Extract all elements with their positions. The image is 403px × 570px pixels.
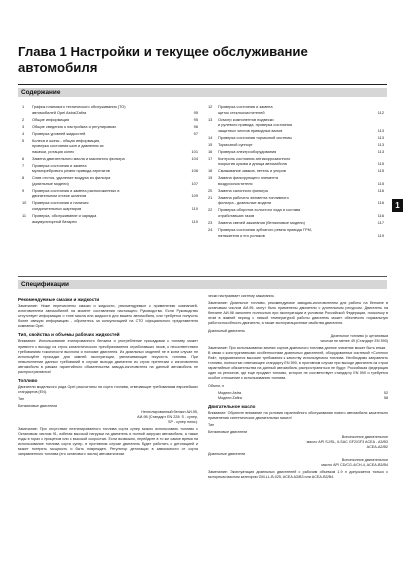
toc-entry-number: 18 <box>208 168 213 174</box>
toc-entry-number: 7 <box>22 162 25 168</box>
toc-entry <box>22 131 198 137</box>
toc-entry-number: 1 <box>22 104 25 109</box>
diesel-fuel-note: Замечание: Дизельное топливо, рекомендуемое заводом-изготовителем для работы на бензине в октановым числом АИ-95, могут быть применены двигатели с длительным ресурсом. Двигатель на бензине АИ-98 заполнен полностью при эксплуатации в условиях Российской Федерации, поскольку в этом в зимний период с низкой температурой работы двигатель может обеспечить нормальную работоспособность двигателя, а также эксплуатационные свойства двигателя. <box>208 301 388 326</box>
toc-entry-number: 23 <box>208 219 213 225</box>
toc-entry-page: 97 <box>193 130 198 136</box>
toc-entry <box>22 200 198 211</box>
toc-entry-number: 13 <box>208 116 213 122</box>
toc-entry <box>22 188 198 199</box>
specs-left-column <box>18 294 198 459</box>
toc-entry <box>208 188 384 194</box>
toc-entry-number: 6 <box>22 155 25 161</box>
leaded-fuel-warning: Внимание: Использование этилированного бензина и употребление присадками к топливу может привести к выходу из строя каталитического преобразователя отработавших газов, к несоответствию требованиям токсичности выхлопа и поломке двигателя. Из дизельных моделей не в коем случае не используйте присадки для зимней эксплуатации, увеличивающие текучесть топлива. При невыполнении данных требований в случае выхода двигателя из строя претензии к изготовителю автомобиля в рамках гарантийного обязательства завода-изготовителя на данный автомобиль не распространяются! <box>18 339 198 375</box>
toc-entry <box>208 220 384 226</box>
common-rail-note: Замечание: При использовании зимних сортов дизельного топлива данное значение может быть иным. В связи с конструктивными особенностями дизельных двигателей, оборудованных системой «Common Rail», предъявляются высокие требования к качеству используемого топлива. Необходимо заправлять топливо, полностью отвечающее стандарту EN 590, в противном случае при выходе двигателя из строя гарантийные обязательства на данный автомобиль распространяться не будут. Российская федерация один из регионов, где еще продают топливо, которое не соответствует стандарту EN 590 и требуется особое отношение к использованию топлива. <box>208 345 388 381</box>
toc-entry <box>22 156 198 162</box>
toc-entry-title: Проверка состояния и замена расположенных в двигательном отсеке шлангов <box>32 187 120 199</box>
diesel-fuel-row <box>208 329 388 334</box>
toc-entry-number: 19 <box>208 175 213 181</box>
toc-entry-page: 95 <box>193 109 198 115</box>
toc-entry <box>22 175 198 186</box>
toc-entry-page: 115 <box>377 180 384 186</box>
zafira-volume-value: 58 <box>383 395 388 400</box>
toc-entry-title: Проверка состояния и наличия соединительных шарниров <box>32 200 89 212</box>
toc-entry <box>22 104 198 115</box>
toc-entry <box>208 168 384 174</box>
toc-entry-page: 116 <box>377 187 384 193</box>
toc-entry <box>208 142 384 148</box>
diesel-oil-label: Дизельные двигатели <box>208 452 246 457</box>
petrol-fuel-value: Неэтилированный бензин АИ-95, АИ-98 (Стандарт EN 228: S - супер, SP - супер плюс). <box>137 409 198 424</box>
petrol-oil-label: Бензиновые двигатели <box>208 430 248 435</box>
toc-entry <box>208 135 384 141</box>
toc-entry-title: Осмотр компонентов подвески и рулевого привода, проверка состояния защитных чехлов приводных валов <box>218 116 292 133</box>
toc-entry-page: 117 <box>377 219 384 225</box>
toc-entry-number: 24 <box>208 226 213 232</box>
title-divider <box>18 84 387 85</box>
toc-entry-number: 10 <box>22 200 27 206</box>
toc-divider <box>18 276 387 277</box>
astra-volume-value: 52 <box>383 390 388 395</box>
toc-entry-title: Смазывание замков, петель и упоров <box>218 168 286 174</box>
toc-entry-title: Замена рабочего элемента топливного фильтра - дизельные модели <box>218 194 289 206</box>
toc-entry <box>22 138 198 155</box>
petrol-fuel-label: Бензиновые двигатели <box>18 404 58 409</box>
toc-entry-title: Замена свечей зажигания (бензиновые модели) <box>218 219 305 225</box>
toc-entry-title: Проверка уровней жидкостей <box>32 130 86 136</box>
diesel-oil-value: Всесезонное двигательное масло API CD/CG-4/CH-4, ACEA-B3/B4 <box>321 457 388 467</box>
toc-entry-title: Замена салонного фильтра <box>218 187 268 193</box>
diesel-fuel-value: Дизельное топливо (с цетановым числом не менее 49 (Стандарт EN 590) <box>320 333 388 343</box>
toc-entry-page: 96 <box>193 123 198 129</box>
diesel-oil-row <box>208 452 388 457</box>
toc-entry-page: 112 <box>377 109 384 115</box>
toc-entry-number: 16 <box>208 148 213 154</box>
toc-entry-number: 5 <box>22 137 25 143</box>
volume-label: Объем, л <box>208 383 224 388</box>
petrol-oil-value: Всесезонное двигательное масло API SJ/SL, ILSAC GF2/GF3 ACEA - A3/B3 ACEA-A2/B2 <box>306 435 388 450</box>
toc-entry-title: Проверка электрооборудования <box>218 148 277 154</box>
toc-entry-page: 113 <box>377 134 384 140</box>
toc-entry-page: 119 <box>377 232 384 238</box>
toc-entry-page: 110 <box>191 206 198 212</box>
toc-entry-title: Контроль состояния антикоррозионного покрытия кузова и днища автомобиля <box>218 155 291 167</box>
lubricants-note: Замечание: Ниже перечислены смазки и жидкости, рекомендуемые к применению компанией-изготовителем автомобилей на момент составления настоящего Руководства. Если Руководство отсутствует информация о типе масла или жидкости для вашего автомобиля, или требуется получить более свежую информацию - обратитесь за консультацией на СТО официального представителя компании Opel. <box>18 304 198 329</box>
toc-entry-title: Проверка, обслуживание и зарядка аккумуляторной батареи <box>32 213 97 224</box>
toc-entry-page: 113 <box>377 127 384 133</box>
toc-entry-title: Проверка состояния тормозной системы <box>218 134 292 140</box>
toc-entry-number: 9 <box>22 187 25 193</box>
diesel-oil-note: Замечание: Эксплуатация дизельных двигателей с рабочим объемом 1.9 л допускается только с моторным маслом категории GM-LL-B-025, ACEA A3/B3 или ACEA-B3/B4. <box>208 469 388 479</box>
toc-entry <box>208 175 384 186</box>
toc-entry <box>22 213 198 224</box>
toc-entry-number: 2 <box>22 116 25 122</box>
engine-oil-subheading: Двигательное масло <box>208 403 256 409</box>
toc-entry-number: 14 <box>208 134 213 140</box>
toc-left-column <box>22 104 198 226</box>
toc-entry-title: Замена фильтрующего элемента воздухоочистителя <box>218 175 278 186</box>
toc-right-column <box>208 104 384 240</box>
toc-entry-number: 21 <box>208 194 213 200</box>
toc-entry-number: 22 <box>208 207 213 213</box>
toc-entry-page: 115 <box>377 168 384 174</box>
synthetic-oil-warning: Внимание: Обратите внимание на условия гарантийного обслуживания нового автомобиля касательно применения синтетических двигательных масел! <box>208 410 388 420</box>
toc-entry-page: 115 <box>377 161 384 167</box>
petrol-fuel-row <box>18 404 198 409</box>
toc-entry-title: Проверка состояния и замена щеток стеклоочистителей <box>218 104 273 115</box>
toc-entry-title: Тормозной суппорт <box>218 141 253 147</box>
toc-entry-page: 95 <box>193 116 198 122</box>
contents-heading: Содержание <box>21 89 61 96</box>
toc-entry-page: 109 <box>191 193 198 199</box>
contents-heading-band <box>18 88 387 97</box>
zafira-volume-row <box>208 396 388 401</box>
toc-entry-page: 116 <box>377 200 384 206</box>
toc-entry-title: Общие сведения о настройках и регулировках <box>32 123 117 129</box>
toc-entry-title: Проверка состояния и замена мультиребрового ремня привода агрегатов <box>32 162 110 174</box>
toc-entry-title: Колеса и шины - общая информация, проверка состояния шин и давления их накачки, ротация колес <box>32 137 104 154</box>
toc-entry-title: Слив отстоя, удаление воздуха из фильтра (дизельные модели) <box>32 175 111 186</box>
toc-entry-number: 15 <box>208 141 213 147</box>
toc-entry-page: 110 <box>191 218 198 224</box>
toc-entry-page: 113 <box>377 141 384 147</box>
toc-entry <box>208 227 384 238</box>
toc-entry-page: 107 <box>191 180 198 186</box>
toc-entry <box>208 207 384 218</box>
toc-entry-number: 8 <box>22 175 25 181</box>
toc-entry-number: 12 <box>208 104 213 109</box>
toc-entry-number: 17 <box>208 155 213 161</box>
toc-entry <box>208 149 384 155</box>
diesel-fuel-label: Дизельный двигатель <box>208 328 246 333</box>
toc-entry <box>208 104 384 115</box>
toc-entry-number: 11 <box>22 213 27 218</box>
toc-entry-page: 113 <box>377 148 384 154</box>
toc-entry-number: 3 <box>22 123 25 129</box>
specs-heading: Спецификации <box>21 281 69 288</box>
specs-heading-band <box>18 280 387 289</box>
chapter-title: Глава 1 Настройки и текущее обслуживание автомобиля <box>18 44 308 75</box>
toc-entry <box>208 156 384 167</box>
toc-entry <box>208 195 384 206</box>
toc-entry-page: 101 <box>191 148 198 154</box>
fuel-type-label: Тип <box>18 397 25 402</box>
oil-type-label: Тип <box>208 422 215 427</box>
fuel-standard-text: Двигатели модельного ряда Opel рассчитаны на сорта топлива, отвечающие требованиям европейских стандартов (EN). <box>18 385 198 395</box>
toc-entry-page: 104 <box>191 155 198 161</box>
toc-entry-title: Проверка состояния зубчатого ремня привода ГРМ, натяжителя и его роликов <box>218 226 312 238</box>
fluids-subheading: Тип, свойства и объемы рабочих жидкостей <box>18 332 120 338</box>
lubricants-subheading: Рекомендуемые смазки и жидкости <box>18 297 100 302</box>
ignition-continuation: чески настраивает систему зажигания. <box>208 294 275 298</box>
astra-volume-label: Модели Astra <box>218 390 242 395</box>
toc-entry-title: Проверка оборотов холостого хода и состава отработавших газов <box>218 207 301 218</box>
octane-note: Замечание: При отсутствии неэтилированного топлива сорта супер можно использовать топливо с Октановым числом 91, избегая высокой нагрузки на двигатель и полной загрузки автомобиля, а также езды в горах с прицепом или с высокой скоростью. Если возможно, перейдите в то же самое время на использование топлива сорта супер, в противном случае двигатель будет работать с детонацией и может потерять мощность и быть поврежден. Регулятор детонации в зависимости от сорта заправленного топлива (его октанового числа) автоматически <box>18 426 198 457</box>
toc-entry-page: 116 <box>377 213 384 218</box>
chapter-side-tab: 1 <box>392 199 403 212</box>
toc-entry-title: Замена двигательного масла и масляного фильтра <box>32 155 125 161</box>
toc-entry <box>22 163 198 174</box>
toc-entry-number: 4 <box>22 130 25 136</box>
toc-entry <box>22 124 198 130</box>
toc-entry-page: 106 <box>191 168 198 174</box>
toc-entry <box>208 117 384 134</box>
toc-entry-number: 20 <box>208 187 213 193</box>
fuel-subheading: Топливо <box>18 378 38 384</box>
toc-entry <box>22 117 198 123</box>
zafira-volume-label: Модели Zafira <box>218 395 242 400</box>
specs-right-column <box>208 294 388 482</box>
toc-entry-title: Общие информация <box>32 116 70 122</box>
toc-entry-title: График планового технического обслуживания (ТО) автомобилей Opel Astra/Zafira <box>32 104 126 115</box>
